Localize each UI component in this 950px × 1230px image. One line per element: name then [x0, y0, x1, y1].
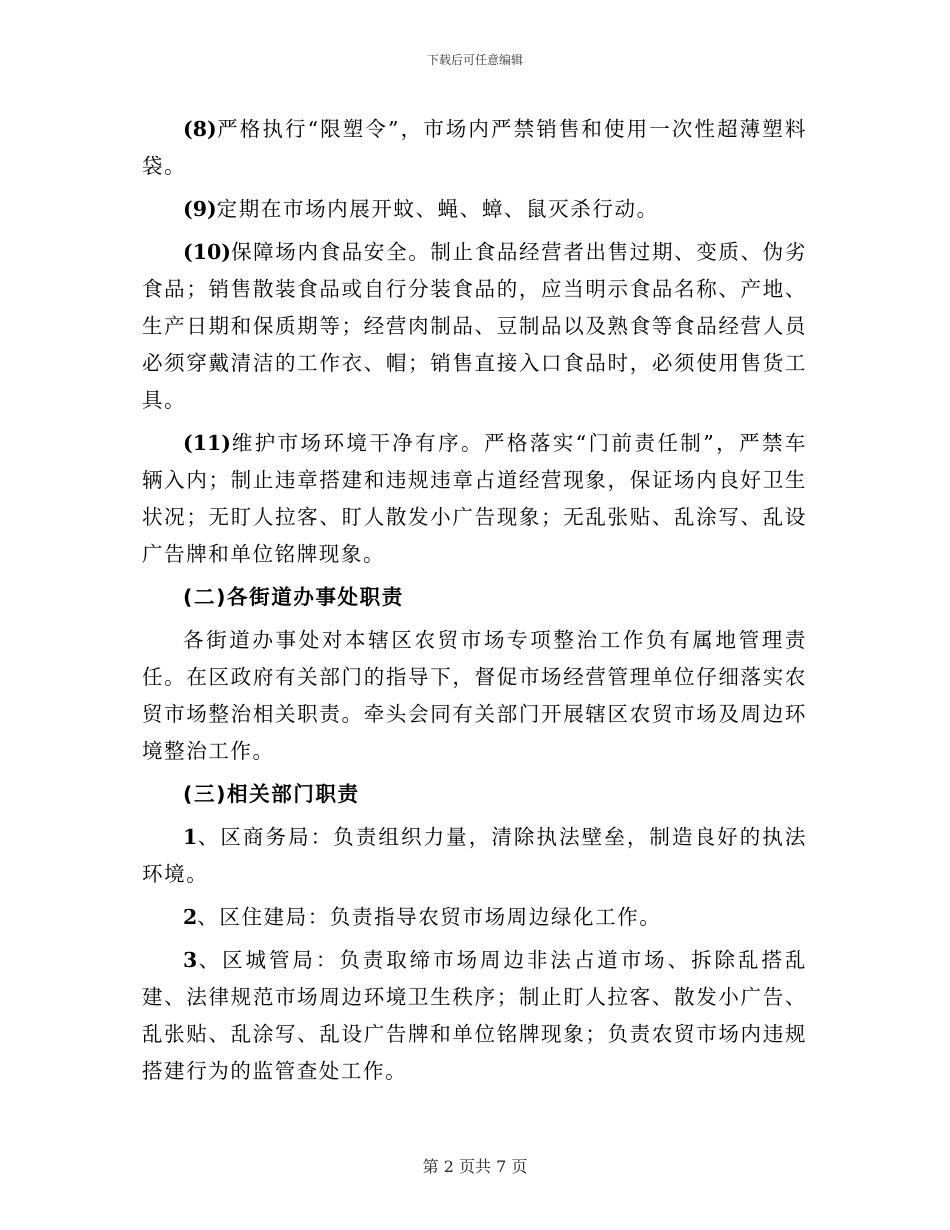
department-item-commerce: [142, 819, 807, 893]
paragraph-text: 定期在市场内展开蚊、蝇、蟑、鼠灭杀行动。: [216, 197, 659, 221]
item-number: 2: [183, 905, 198, 929]
document-body: [142, 111, 807, 1096]
paragraph-10: [142, 234, 807, 419]
department-item-housing: [142, 899, 807, 936]
paragraph-text: 保障场内食品安全。制止食品经营者出售过期、变质、伪劣食品；销售散装食品或自行分装食品的，应当明示食品名称、产地、生产日期和保质期等；经营肉制品、豆制品以及熟食等食品经营人员必须穿戴清洁的工作衣、帽；销售直接入口食品时，必须使用售货工具。: [142, 240, 807, 412]
paragraph-8: [142, 111, 807, 185]
item-number: (10): [183, 240, 231, 264]
page-header: 下载后可任意编辑: [426, 53, 523, 67]
department-item-urban-management: [142, 942, 807, 1090]
item-number: 3: [183, 948, 198, 972]
item-number: (11): [183, 431, 231, 455]
section-heading-street-offices: (二)各街道办事处职责: [183, 585, 404, 609]
item-number: (8): [183, 117, 217, 141]
section-paragraph-street-offices: 各街道办事处对本辖区农贸市场专项整治工作负有属地管理责任。在区政府有关部门的指导下，督促市场经营管理单位仔细落实农贸市场整治相关职责。牵头会同有关部门开展辖区农贸市场及周边环境整治工作。: [142, 628, 807, 763]
paragraph-text: 维护市场环境干净有序。严格落实“门前责任制”，严禁车辆入内；制止违章搭建和违规违章占道经营现象，保证场内良好卫生状况；无盯人拉客、盯人散发小广告现象；无乱张贴、乱涂写、乱设广告牌和单位铭牌现象。: [142, 431, 807, 566]
section-heading-departments: (三)相关部门职责: [183, 782, 360, 806]
paragraph-text: 严格执行“限塑令”，市场内严禁销售和使用一次性超薄塑料袋。: [142, 117, 807, 178]
item-number: 1: [183, 825, 198, 849]
page-number-footer: 第 2 页共 7 页: [422, 1157, 528, 1176]
paragraph-text: 、区城管局：负责取缔市场周边非法占道市场、拆除乱搭乱建、法律规范市场周边环境卫生秩序；制止盯人拉客、散发小广告、乱张贴、乱涂写、乱设广告牌和单位铭牌现象；负责农贸市场内违规搭建行为的监管查处工作。: [142, 948, 807, 1083]
paragraph-text: 、区住建局：负责指导农贸市场周边绿化工作。: [197, 905, 662, 929]
paragraph-9: [142, 191, 807, 228]
item-number: (9): [183, 197, 217, 221]
paragraph-text: 、区商务局：负责组织力量，清除执法壁垒，制造良好的执法环境。: [142, 825, 807, 886]
paragraph-11: [142, 425, 807, 573]
